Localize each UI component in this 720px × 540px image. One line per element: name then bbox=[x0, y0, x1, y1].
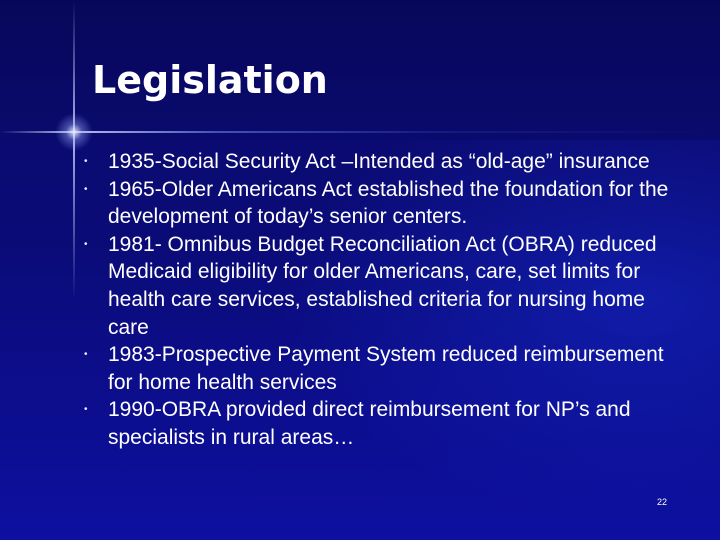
bullet-text: 1965-Older Americans Act established the foundation for the development of today’s senior centers. bbox=[108, 177, 669, 229]
bullet-dot-icon: • bbox=[84, 238, 88, 250]
bullet-item-1990 bbox=[82, 396, 682, 451]
bullet-text: 1981- Omnibus Budget Reconciliation Act (OBRA) reduced Medicaid eligibility for older Americans, care, set limits for health care services, established criteria for nursing home care bbox=[108, 232, 657, 339]
bullet-item-1935 bbox=[82, 148, 682, 176]
bullet-list bbox=[82, 148, 682, 452]
light-flare-horizontal bbox=[0, 131, 720, 133]
bullet-item-1965 bbox=[82, 176, 682, 231]
bullet-item-1981 bbox=[82, 231, 682, 341]
bullet-dot-icon: • bbox=[84, 183, 88, 195]
bullet-text: 1990-OBRA provided direct reimbursement for NP’s and specialists in rural areas… bbox=[108, 398, 631, 449]
bullet-dot-icon: • bbox=[84, 349, 88, 361]
slide-title: Legislation bbox=[92, 58, 328, 102]
light-flare-star-icon bbox=[55, 113, 93, 151]
bullet-item-1983 bbox=[82, 341, 682, 396]
slide-number: 22 bbox=[657, 497, 668, 507]
bullet-text: 1983-Prospective Payment System reduced reimbursement for home health services bbox=[108, 343, 664, 394]
bullet-text: 1935-Social Security Act –Intended as “old-age” insurance bbox=[108, 150, 650, 173]
bullet-dot-icon: • bbox=[84, 156, 88, 167]
bullet-dot-icon: • bbox=[84, 404, 88, 416]
